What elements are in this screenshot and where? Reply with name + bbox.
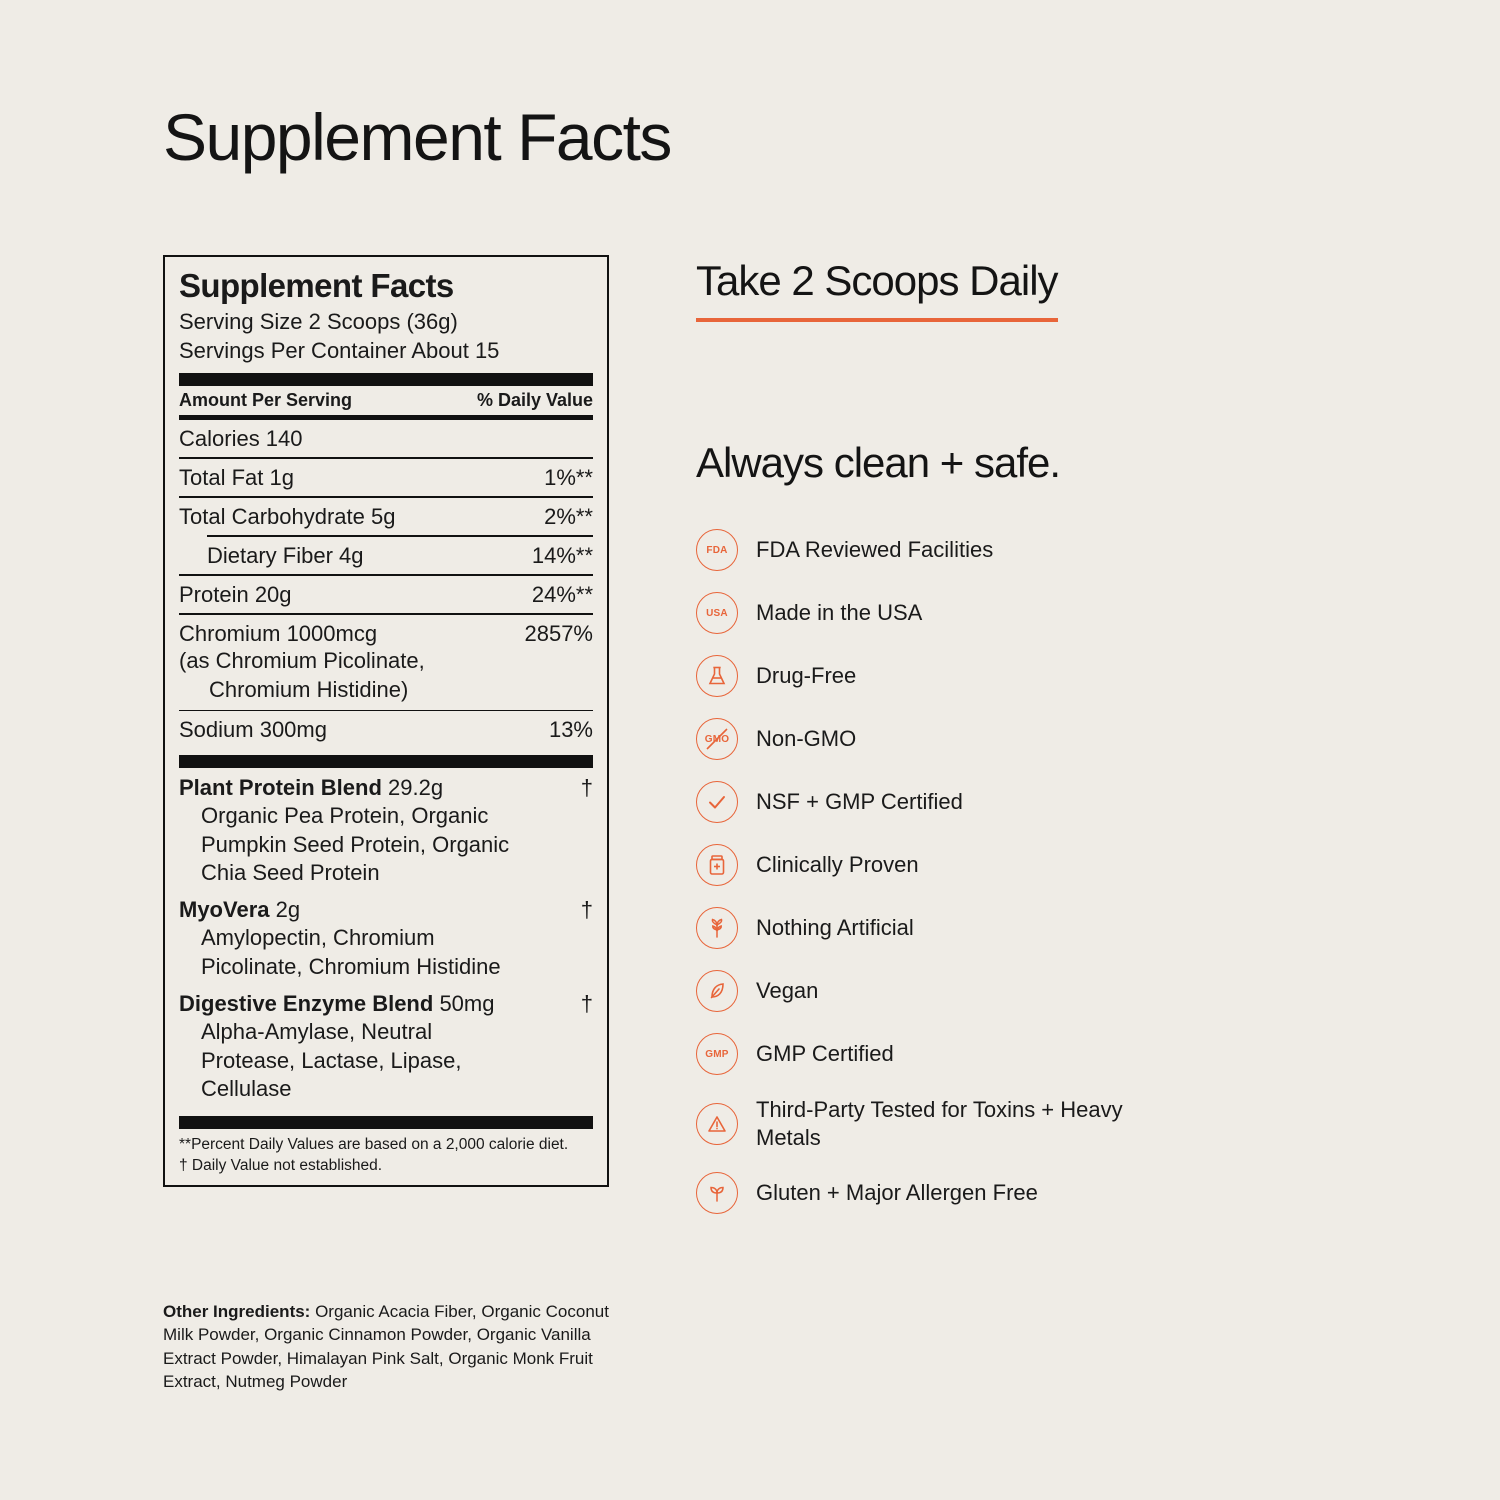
divider-thick-top — [179, 373, 593, 386]
badge-non-gmo — [696, 718, 1416, 760]
badge-label: Gluten + Major Allergen Free — [756, 1180, 1038, 1206]
nutrient-name: Sodium 300mg — [179, 717, 327, 743]
non-gmo-icon-text: GMO — [704, 733, 730, 745]
blend-ingredients: Alpha-Amylase, Neutral Protease, Lactase, Lipase, Cellulase — [201, 1019, 462, 1102]
badge-label: Non-GMO — [756, 726, 857, 752]
scoops-heading: Take 2 Scoops Daily — [696, 258, 1058, 322]
badge-label: Clinically Proven — [756, 852, 919, 878]
badge-gmp-certified — [696, 1033, 1416, 1075]
supplement-facts-panel — [163, 255, 609, 1187]
footnote-dagger: † Daily Value not established. — [179, 1156, 383, 1174]
nutrient-row-total-fat — [179, 459, 593, 497]
blend-plant-protein — [179, 768, 593, 890]
facts-panel-title: Supplement Facts — [179, 267, 454, 304]
blend-amount: 29.2g — [388, 774, 444, 800]
badge-list — [696, 529, 1416, 1214]
badge-label: Third-Party Tested for Toxins + Heavy Metals — [756, 1097, 1123, 1150]
blend-amount: 50mg — [439, 990, 495, 1016]
serving-size: Serving Size 2 Scoops (36g) — [179, 308, 458, 334]
usa-icon-text: USA — [706, 607, 728, 619]
blend-name: Digestive Enzyme Blend — [179, 990, 434, 1016]
warning-triangle-icon — [696, 1103, 738, 1145]
chromium-source — [179, 647, 593, 709]
footnote-percent-dv: **Percent Daily Values are based on a 2,000 calorie diet. — [179, 1135, 569, 1153]
checkmark-icon — [696, 781, 738, 823]
badge-clinically-proven — [696, 844, 1416, 886]
badge-label: GMP Certified — [756, 1041, 894, 1067]
nutrient-row-total-carbohydrate — [179, 498, 593, 536]
fda-icon — [696, 529, 738, 571]
blend-ingredients: Organic Pea Protein, Organic Pumpkin Seed Protein, Organic Chia Seed Protein — [201, 803, 510, 886]
flask-icon — [696, 655, 738, 697]
right-panel — [696, 258, 1416, 1235]
sprout-icon — [696, 1172, 738, 1214]
badge-made-in-usa — [696, 592, 1416, 634]
nutrient-name: Total Carbohydrate 5g — [179, 503, 396, 529]
footnotes — [179, 1129, 593, 1177]
non-gmo-icon — [696, 718, 738, 760]
blend-title — [179, 774, 443, 802]
other-ingredients — [163, 1300, 615, 1394]
clean-safe-heading: Always clean + safe. — [696, 439, 1061, 487]
blend-dv: † — [580, 896, 593, 922]
badge-vegan — [696, 970, 1416, 1012]
chromium-source-line-1: (as Chromium Picolinate, — [179, 648, 425, 674]
blend-title — [179, 990, 494, 1018]
divider-thick-middle — [179, 755, 593, 768]
blend-digestive-enzyme — [179, 984, 593, 1106]
servings-per-container: Servings Per Container About 15 — [179, 338, 500, 364]
blend-myovera — [179, 890, 593, 984]
wheat-icon — [696, 907, 738, 949]
nutrient-dv: 14%** — [531, 542, 593, 568]
chromium-source-line-2: Chromium Histidine) — [209, 677, 409, 703]
other-ingredients-label: Other Ingredients: — [163, 1302, 311, 1321]
column-header-daily-value: % Daily Value — [476, 390, 593, 411]
nutrient-name: Total Fat 1g — [179, 464, 294, 490]
blend-header — [179, 774, 593, 802]
blend-name: Plant Protein Blend — [179, 774, 382, 800]
nutrient-row-calories — [179, 420, 593, 458]
nutrient-dv: 2857% — [524, 620, 593, 646]
badge-nsf-gmp-certified — [696, 781, 1416, 823]
badge-gluten-allergen-free — [696, 1172, 1416, 1214]
nutrient-dv: 1%** — [544, 464, 593, 490]
blend-header — [179, 896, 593, 924]
nutrient-dv: 13% — [548, 717, 593, 743]
blend-name: MyoVera — [179, 896, 270, 922]
blend-header — [179, 990, 593, 1018]
badge-label: NSF + GMP Certified — [756, 789, 963, 815]
other-ingredients-text: Organic Acacia Fiber, Organic Coconut Milk Powder, Organic Cinnamon Powder, Organic Vanilla Extract Powder, Himalayan Pink Salt, Organic Monk Fruit Extract, Nutmeg Powder — [163, 1302, 609, 1392]
nutrient-dv: 24%** — [531, 581, 593, 607]
badge-label: Vegan — [756, 978, 819, 1004]
badge-nothing-artificial — [696, 907, 1416, 949]
nutrient-name: Calories 140 — [179, 425, 303, 451]
gmp-icon-text: GMP — [705, 1048, 729, 1060]
blend-title — [179, 896, 300, 924]
fda-icon-text: FDA — [706, 544, 728, 556]
badge-drug-free — [696, 655, 1416, 697]
usa-icon — [696, 592, 738, 634]
column-header-amount: Amount Per Serving — [179, 390, 353, 411]
badge-label: Made in the USA — [756, 600, 923, 626]
blend-ingredients: Amylopectin, Chromium Picolinate, Chromium Histidine — [201, 925, 501, 979]
blend-amount: 2g — [275, 896, 301, 922]
pill-bottle-icon — [696, 844, 738, 886]
nutrient-dv: 2%** — [544, 503, 593, 529]
divider-thick-bottom — [179, 1116, 593, 1129]
nutrient-row-sodium — [179, 711, 593, 749]
nutrient-row-protein — [179, 576, 593, 614]
badge-fda-reviewed-facilities — [696, 529, 1416, 571]
nutrient-name: Chromium 1000mcg — [179, 620, 378, 646]
gmp-icon — [696, 1033, 738, 1075]
page-title: Supplement Facts — [163, 100, 671, 174]
column-header-row — [179, 386, 593, 415]
badge-label: FDA Reviewed Facilities — [756, 537, 994, 563]
nutrient-row-dietary-fiber — [179, 537, 593, 575]
badge-label: Nothing Artificial — [756, 915, 914, 941]
blend-dv: † — [580, 774, 593, 800]
blend-dv: † — [580, 990, 593, 1016]
nutrient-name: Dietary Fiber 4g — [207, 542, 364, 568]
badge-third-party-tested — [696, 1096, 1416, 1151]
leaf-icon — [696, 970, 738, 1012]
nutrient-row-chromium — [179, 615, 593, 648]
nutrient-name: Protein 20g — [179, 581, 292, 607]
badge-label: Drug-Free — [756, 663, 857, 689]
